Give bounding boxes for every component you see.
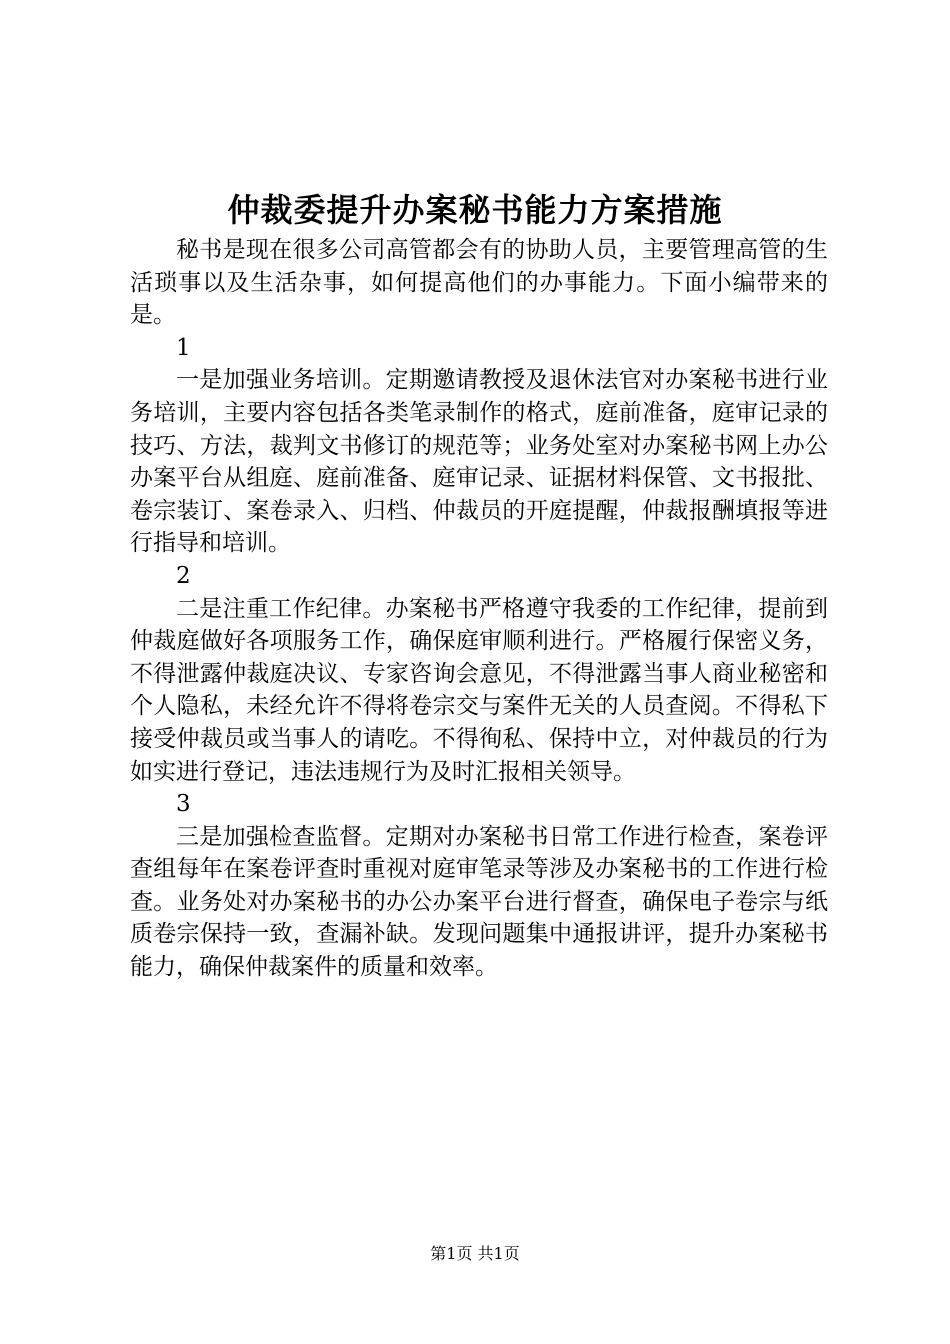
document-title: 仲裁委提升办案秘书能力方案措施 bbox=[227, 191, 723, 229]
section-number: 2 bbox=[176, 562, 191, 589]
document-body bbox=[130, 234, 828, 984]
section-number: 3 bbox=[176, 791, 191, 818]
section-paragraph: 三是加强检查监督。定期对办案秘书日常工作进行检查，案卷评查组每年在案卷评查时重视对庭审笔录等涉及办案秘书的工作进行检查。业务处对办案秘书的办公办案平台进行督查，确保电子卷宗与纸质卷宗保持一致，查漏补缺。发现问题集中通报讲评，提升办案秘书能力，确保仲裁案件的质量和效率。 bbox=[130, 823, 828, 981]
section-number: 1 bbox=[176, 334, 191, 361]
section-paragraph: 一是加强业务培训。定期邀请教授及退休法官对办案秘书进行业务培训，主要内容包括各类笔录制作的格式，庭前准备，庭审记录的技巧、方法，裁判文书修订的规范等；业务处室对办案秘书网上办公办案平台从组庭、庭前准备、庭审记录、证据材料保管、文书报批、卷宗装订、案卷录入、归档、仲裁员的开庭提醒，仲裁报酬填报等进行指导和培训。 bbox=[130, 367, 828, 557]
intro-paragraph: 秘书是现在很多公司高管都会有的协助人员，主要管理高管的生活琐事以及生活杂事，如何提高他们的办事能力。下面小编带来的是。 bbox=[130, 237, 828, 329]
section-paragraph: 二是注重工作纪律。办案秘书严格遵守我委的工作纪律，提前到仲裁庭做好各项服务工作，确保庭审顺利进行。严格履行保密义务，不得泄露仲裁庭决议、专家咨询会意见，不得泄露当事人商业秘密和个人隐私，未经允许不得将卷宗交与案件无关的人员查阅。不得私下接受仲裁员或当事人的请吃。不得徇私、保持中立，对仲裁员的行为如实进行登记，违法违规行为及时汇报相关领导。 bbox=[130, 595, 828, 785]
page-footer: 第1页 共1页 bbox=[430, 1244, 520, 1263]
